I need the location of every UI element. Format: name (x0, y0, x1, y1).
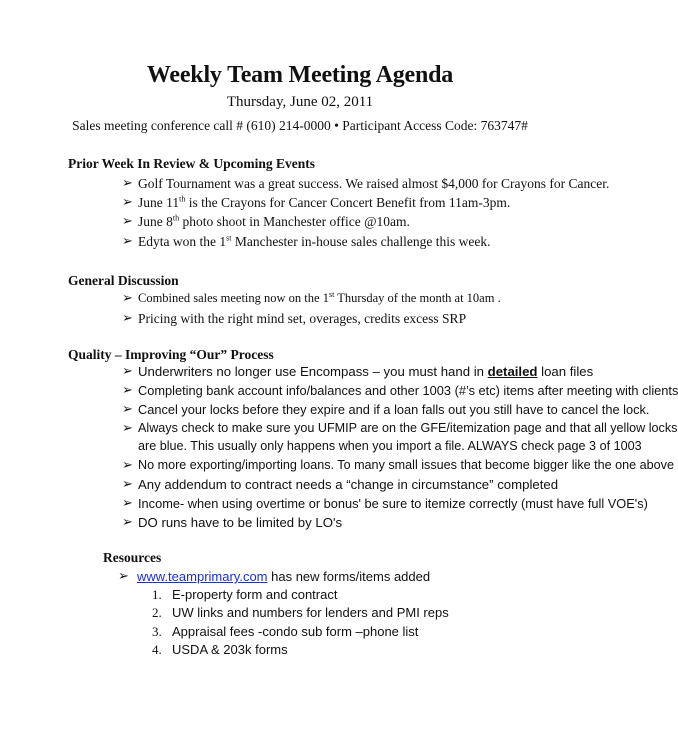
section-heading-resources: Resources (103, 550, 162, 565)
item-text: June 8th photo shoot in Manchester office @10am. (138, 213, 410, 229)
item-text: USDA & 203k forms (172, 642, 288, 657)
arrow-bullet-icon: ➢ (122, 515, 133, 530)
item-text: Pricing with the right mind set, overages, credits excess SRP (138, 311, 467, 326)
arrow-bullet-icon: ➢ (122, 214, 133, 229)
item-text: DO runs have to be limited by LO's (138, 515, 343, 530)
item-text: Cancel your locks before they expire and if a loan falls out you still have to cancel the lock. (138, 402, 650, 417)
item-text: Income- when using overtime or bonus' be sure to itemize correctly (must have full VOE's) (138, 496, 648, 511)
arrow-bullet-icon: ➢ (122, 421, 133, 436)
arrow-bullet-icon: ➢ (118, 569, 129, 584)
item-text: Edyta won the 1st Manchester in-house sales challenge this week. (138, 233, 491, 249)
item-number: 2. (152, 605, 162, 620)
arrow-bullet-icon: ➢ (122, 458, 133, 473)
item-text: E-property form and contract (172, 587, 338, 602)
item-text: No more exporting/importing loans. To many small issues that become bigger like the one above (138, 458, 674, 472)
item-text: Combined sales meeting now on the 1st Thursday of the month at 10am . (138, 289, 501, 305)
meeting-date: Thursday, June 02, 2011 (226, 94, 374, 110)
item-number: 4. (152, 642, 162, 657)
item-text: June 11th is the Crayons for Cancer Concert Benefit from 11am-3pm. (138, 194, 511, 210)
arrow-bullet-icon: ➢ (122, 402, 133, 417)
arrow-bullet-icon: ➢ (122, 496, 133, 511)
item-text: are blue. This usually only happens when you import a file. ALWAYS check page 3 of 1003 (138, 439, 642, 453)
item-text: www.teamprimary.com has new forms/items added (137, 569, 431, 584)
item-text: Any addendum to contract needs a “change in circumstance” completed (138, 477, 559, 492)
section-heading-prior-week: Prior Week In Review & Upcoming Events (68, 156, 315, 171)
item-number: 1. (152, 587, 162, 602)
arrow-bullet-icon: ➢ (122, 383, 133, 398)
section-heading-quality: Quality – Improving “Our” Process (68, 347, 274, 362)
section-heading-general-discussion: General Discussion (68, 273, 179, 288)
arrow-bullet-icon: ➢ (122, 291, 133, 306)
item-text: Golf Tournament was a great success. We raised almost $4,000 for Crayons for Cancer. (138, 176, 610, 191)
item-text: UW links and numbers for lenders and PMI reps (172, 605, 449, 620)
item-text: Underwriters no longer use Encompass – you must hand in detailed loan files (138, 364, 594, 379)
arrow-bullet-icon: ➢ (122, 234, 133, 249)
arrow-bullet-icon: ➢ (122, 176, 133, 191)
resources-link[interactable]: www.teamprimary.com (137, 569, 268, 584)
arrow-bullet-icon: ➢ (122, 364, 133, 379)
arrow-bullet-icon: ➢ (122, 477, 133, 492)
arrow-bullet-icon: ➢ (122, 311, 133, 326)
item-text: Appraisal fees -condo sub form –phone list (172, 624, 419, 639)
item-text: Completing bank account info/balances and other 1003 (#’s etc) items after meeting with clients (138, 383, 678, 398)
conference-call-info: Sales meeting conference call # (610) 214-0000 • Participant Access Code: 763747# (72, 118, 528, 133)
item-number: 3. (152, 624, 162, 639)
page-title: Weekly Team Meeting Agenda (146, 62, 454, 88)
arrow-bullet-icon: ➢ (122, 195, 133, 210)
item-text: Always check to make sure you UFMIP are on the GFE/itemization page and that all yellow locks (138, 421, 678, 435)
